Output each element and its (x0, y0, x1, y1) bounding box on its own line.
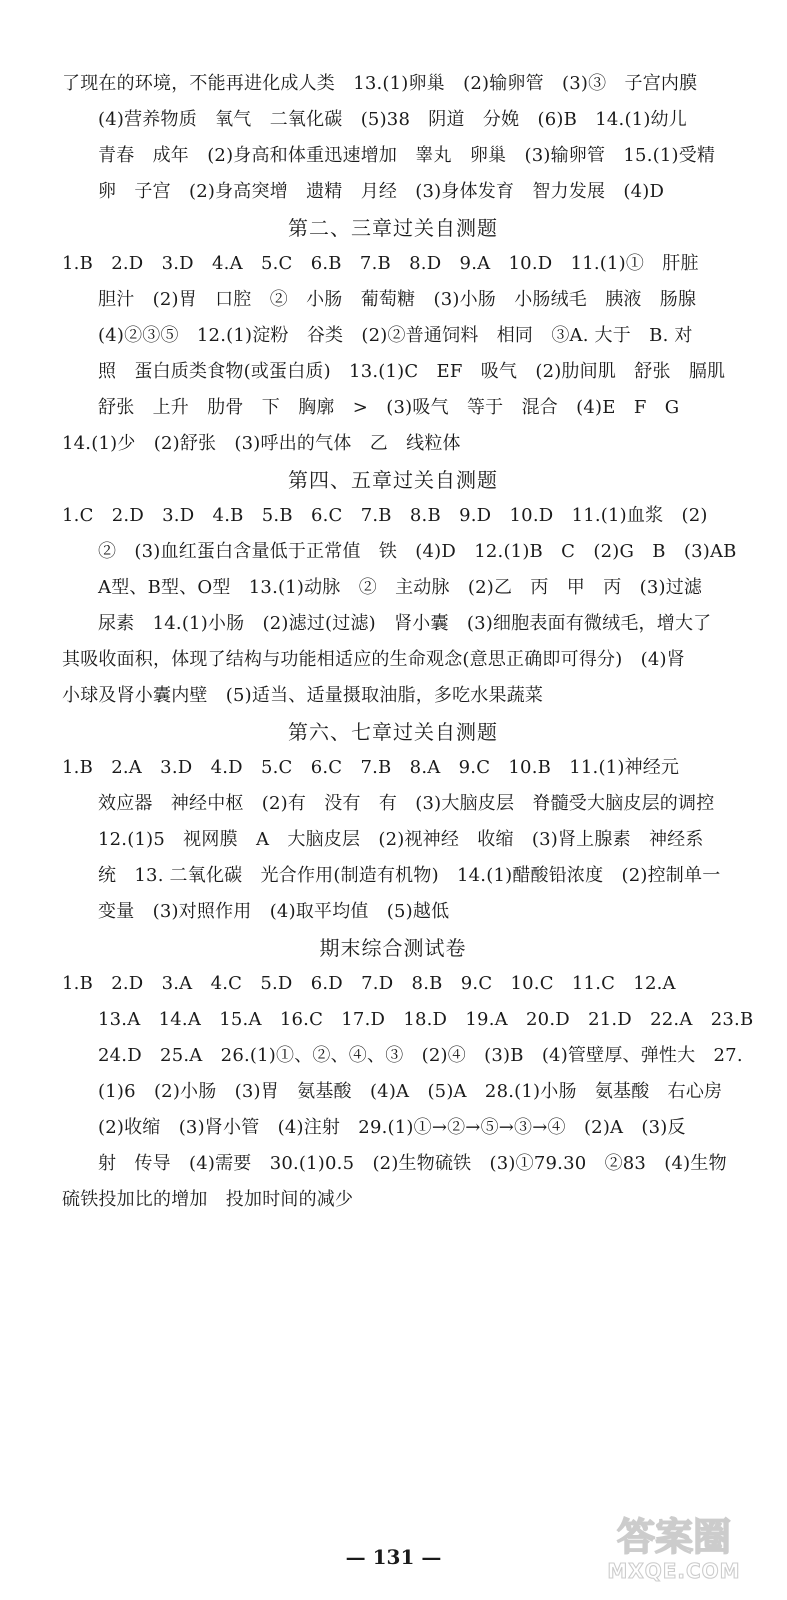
text-line: 统 13. 二氧化碳 光合作用(制造有机物) 14.(1)醋酸铅浓度 (2)控制单一 (98, 865, 721, 886)
text-line: 射 传导 (4)需要 30.(1)0.5 (2)生物硫铁 (3)①79.30 ②83 (4)生物 (98, 1153, 727, 1174)
text-line: (2)收缩 (3)肾小管 (4)注射 29.(1)①→②→⑤→③→④ (2)A (3)反 (98, 1117, 686, 1138)
text-line: 变量 (3)对照作用 (4)取平均值 (5)越低 (98, 901, 450, 922)
text-line: 舒张 上升 肋骨 下 胸廓 > (3)吸气 等于 混合 (4)E F G (98, 397, 680, 418)
text-line: 胆汁 (2)胃 口腔 ② 小肠 葡萄糖 (3)小肠 小肠绒毛 胰液 肠腺 (98, 289, 697, 310)
text-line: 12.(1)5 视网膜 A 大脑皮层 (2)视神经 收缩 (3)肾上腺素 神经系 (98, 829, 704, 850)
section-continuation (62, 66, 724, 210)
section-title: 第二、三章过关自测题 (288, 216, 498, 240)
text-line: 1.C 2.D 3.D 4.B 5.B 6.C 7.B 8.B 9.D 10.D 11.(1)血浆 (2) (62, 505, 708, 526)
section-final-exam (62, 930, 754, 1218)
svg-text:MXQE.COM: MXQE.COM (607, 1559, 741, 1583)
text-line: 青春 成年 (2)身高和体重迅速增加 睾丸 卵巢 (3)输卵管 15.(1)受精 (98, 145, 716, 166)
svg-text:答案圈: 答案圈 (616, 1515, 732, 1559)
text-line: 1.B 2.A 3.D 4.D 5.C 6.C 7.B 8.A 9.C 10.B 11.(1)神经元 (62, 757, 680, 778)
text-line: 其吸收面积，体现了结构与功能相适应的生命观念(意思正确即可得分) (4)肾 (62, 649, 685, 670)
text-line: 照 蛋白质类食物(或蛋白质) 13.(1)C EF 吸气 (2)肋间肌 舒张 膈肌 (98, 361, 726, 382)
section-chapter-2-3 (62, 210, 724, 462)
text-line: 14.(1)少 (2)舒张 (3)呼出的气体 乙 线粒体 (62, 433, 461, 454)
text-line: 24.D 25.A 26.(1)①、②、④、③ (2)④ (3)B (4)管壁厚、弹性大 27. (98, 1045, 743, 1066)
text-line: 卵 子宫 (2)身高突增 遗精 月经 (3)身体发育 智力发展 (4)D (98, 181, 665, 202)
text-line: 硫铁投加比的增加 投加时间的减少 (62, 1189, 354, 1210)
answer-content (62, 66, 754, 1218)
text-line: 1.B 2.D 3.D 4.A 5.C 6.B 7.B 8.D 9.A 10.D 11.(1)① 肝脏 (62, 253, 699, 274)
text-line: A型、B型、O型 13.(1)动脉 ② 主动脉 (2)乙 丙 甲 丙 (3)过滤 (98, 577, 703, 598)
text-line: ② (3)血红蛋白含量低于正常值 铁 (4)D 12.(1)B C (2)G B (3)AB (98, 541, 737, 562)
text-line: (4)营养物质 氧气 二氧化碳 (5)38 阴道 分娩 (6)B 14.(1)幼儿 (98, 109, 687, 130)
text-line: 13.A 14.A 15.A 16.C 17.D 18.D 19.A 20.D 21.D 22.A 23.B (98, 1009, 754, 1030)
text-line: (1)6 (2)小肠 (3)胃 氨基酸 (4)A (5)A 28.(1)小肠 氨基酸 右心房 (98, 1081, 723, 1102)
text-line: (4)②③⑤ 12.(1)淀粉 谷类 (2)②普通饲料 相同 ③A. 大于 B. 对 (98, 325, 693, 346)
text-line: 小球及肾小囊内壁 (5)适当、适量摄取油脂，多吃水果蔬菜 (62, 685, 544, 706)
section-chapter-4-5 (62, 462, 737, 714)
section-title: 第六、七章过关自测题 (288, 720, 498, 744)
text-line: 效应器 神经中枢 (2)有 没有 有 (3)大脑皮层 脊髓受大脑皮层的调控 (98, 793, 715, 814)
text-line: 尿素 14.(1)小肠 (2)滤过(过滤) 肾小囊 (3)细胞表面有微绒毛，增大了 (98, 613, 712, 634)
section-title: 第四、五章过关自测题 (288, 468, 498, 492)
page-number: — 131 — (345, 1545, 442, 1569)
watermark-logo (579, 1506, 769, 1586)
section-title: 期末综合测试卷 (319, 936, 467, 960)
text-line: 了现在的环境，不能再进化成人类 13.(1)卵巢 (2)输卵管 (3)③ 子宫内膜 (62, 73, 698, 94)
text-line: 1.B 2.D 3.A 4.C 5.D 6.D 7.D 8.B 9.C 10.C 11.C 12.A (62, 973, 676, 994)
section-chapter-6-7 (62, 714, 724, 930)
